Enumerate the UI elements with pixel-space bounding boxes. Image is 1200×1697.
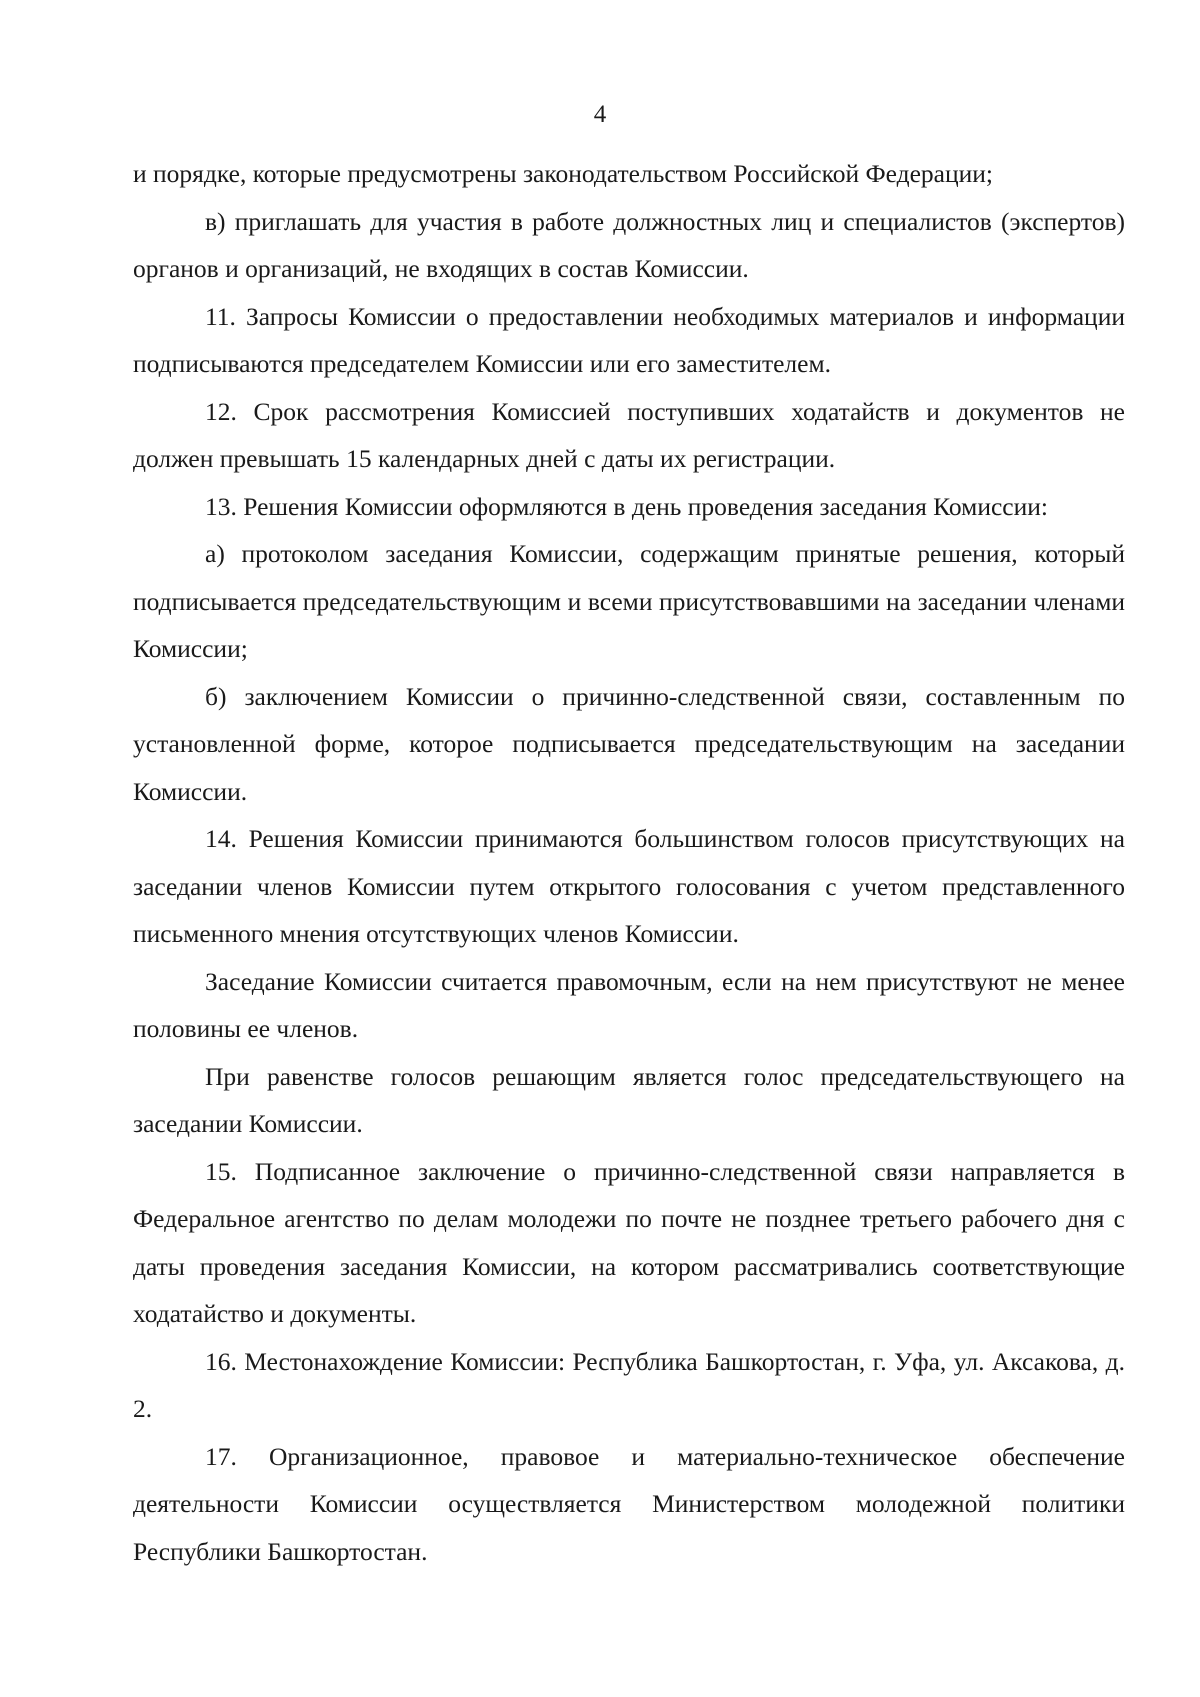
paragraph: При равенстве голосов решающим является голос председательствующего на заседании Комиссии.	[133, 1061, 1125, 1138]
paragraph: 12. Срок рассмотрения Комиссией поступивших ходатайств и документов не должен превышать 15 календарных дней с даты их регистрации.	[133, 396, 1125, 473]
paragraph: 15. Подписанное заключение о причинно-следственной связи направляется в Федеральное агентство по делам молодежи по почте не позднее третьего рабочего дня с даты проведения заседания Комиссии, на котором рассматривались соответствующие ходатайство и документы.	[133, 1156, 1125, 1328]
paragraph: 13. Решения Комиссии оформляются в день проведения заседания Комиссии:	[205, 491, 1048, 521]
paragraph: Заседание Комиссии считается правомочным, если на нем присутствуют не менее половины ее членов.	[133, 966, 1125, 1043]
paragraph: и порядке, которые предусмотрены законодательством Российской Федерации;	[133, 159, 993, 188]
paragraph: а) протоколом заседания Комиссии, содержащим принятые решения, который подписывается председательствующим и всеми присутствовавшими на заседании членами Комиссии;	[133, 539, 1125, 663]
paragraph: 17. Организационное, правовое и материально-техническое обеспечение деятельности Комиссии осуществляется Министерством молодежной политики Республики Башкортостан.	[133, 1441, 1125, 1566]
paragraph: 11. Запросы Комиссии о предоставлении необходимых материалов и информации подписываются председателем Комиссии или его заместителем.	[133, 301, 1125, 378]
paragraph: 14. Решения Комиссии принимаются большинством голосов присутствующих на заседании членов Комиссии путем открытого голосования с учетом представленного письменного мнения отсутствующих членов Комиссии.	[133, 824, 1125, 948]
paragraph: б) заключением Комиссии о причинно-следственной связи, составленным по установленной форме, которое подписывается председательствующим на заседании Комиссии.	[133, 681, 1125, 806]
paragraph: в) приглашать для участия в работе должностных лиц и специалистов (экспертов) органов и организаций, не входящих в состав Комиссии.	[133, 206, 1125, 283]
paragraph: 16. Местонахождение Комиссии: Республика Башкортостан, г. Уфа, ул. Аксакова, д. 2.	[133, 1346, 1125, 1423]
page-number: 4	[593, 101, 607, 128]
document-body	[133, 150, 1125, 1575]
